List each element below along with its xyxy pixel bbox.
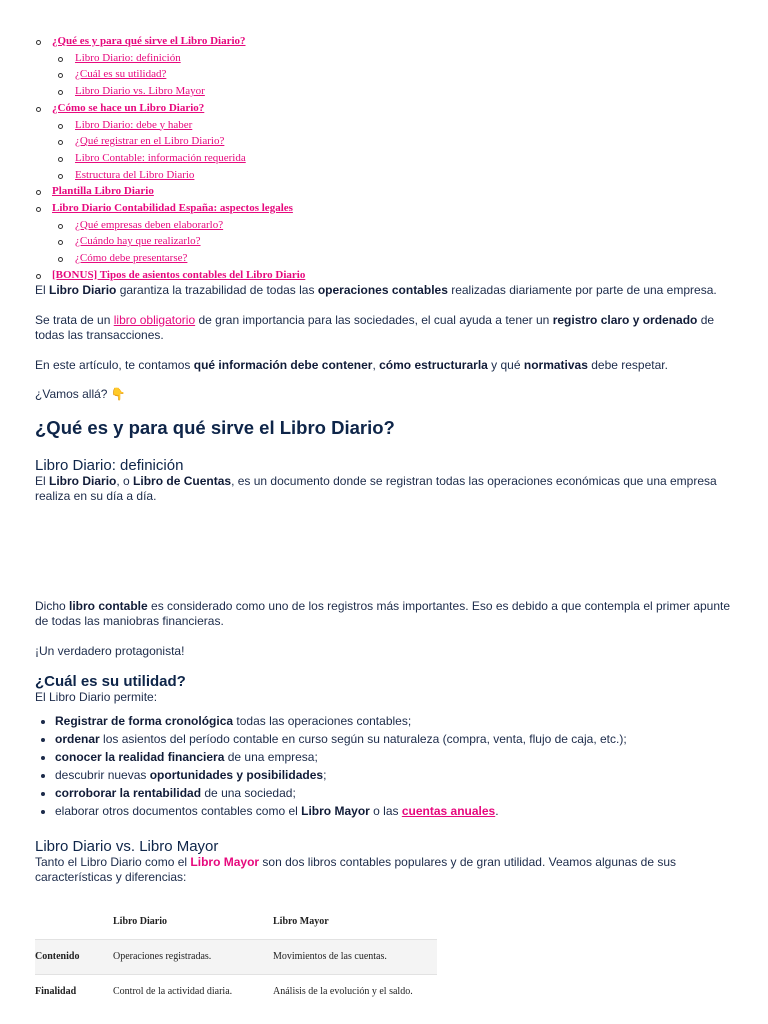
toc-sublink[interactable]: ¿Qué registrar en el Libro Diario? [75, 135, 225, 148]
toc-item[interactable] [36, 183, 756, 200]
toc-subitem[interactable] [36, 133, 756, 150]
bold-text: cómo estructurarla [379, 357, 488, 372]
list-item [55, 766, 735, 784]
table-header: Libro Mayor [273, 915, 329, 927]
subsection-heading: ¿Cuál es su utilidad? [35, 673, 186, 690]
toc-sublink[interactable]: ¿Cómo debe presentarse? [75, 252, 188, 265]
bold-text: ordenar [55, 731, 100, 746]
bold-text: Libro Mayor [301, 803, 370, 818]
toc-subitem[interactable] [36, 66, 756, 83]
intro-question: ¿Vamos allá? 👇 [35, 387, 126, 401]
bold-text: libro contable [69, 598, 148, 613]
section-heading: ¿Qué es y para qué sirve el Libro Diario? [35, 416, 395, 438]
table-cell: Análisis de la evolución y el saldo. [273, 974, 437, 1008]
contable-paragraph [35, 599, 735, 630]
list-item [55, 802, 735, 820]
toc-sublink[interactable]: Estructura del Libro Diario [75, 168, 195, 181]
text: es considerado como uno de los registros más importantes. Eso es debido a que contempla el primer apunte de todas las maniobras financieras. [35, 598, 731, 628]
toc-subitem[interactable] [36, 217, 756, 234]
text: , o [116, 473, 134, 488]
text: El [35, 473, 50, 488]
list-item [55, 748, 735, 766]
toc-subitem[interactable] [36, 83, 756, 100]
bold-text: registro claro y ordenado [552, 312, 698, 327]
libro-mayor-highlight: Libro Mayor [190, 854, 260, 869]
text: todas las operaciones contables; [233, 713, 412, 728]
toc-link[interactable]: Plantilla Libro Diario [52, 185, 154, 198]
toc-subitem[interactable] [36, 117, 756, 134]
toc-sublink[interactable]: Libro Contable: información requerida [75, 151, 246, 164]
toc-subitem[interactable] [36, 50, 756, 67]
table-row [35, 974, 437, 1008]
bold-text: Libro Diario [49, 473, 117, 488]
text: Tanto el Libro Diario como el [35, 854, 191, 869]
libro-obligatorio-link[interactable]: libro obligatorio [113, 312, 196, 327]
bold-text: Libro Diario [49, 283, 117, 297]
text: de una empresa; [224, 749, 318, 764]
bold-text: corroborar la rentabilidad [55, 785, 202, 800]
bold-text: Registrar de forma cronológica [55, 713, 234, 728]
toc-subitem[interactable] [36, 233, 756, 250]
toc-link[interactable]: [BONUS] Tipos de asientos contables del Libro Diario [52, 268, 306, 281]
table-cell: Control de la actividad diaria. [113, 974, 273, 1008]
cuentas-anuales-link[interactable]: cuentas anuales [401, 803, 496, 818]
intro-paragraph [35, 313, 735, 344]
subsection-heading: Libro Diario vs. Libro Mayor [35, 837, 219, 855]
table-cell: Operaciones registradas. [113, 940, 273, 975]
definition-paragraph [35, 474, 735, 505]
text: garantiza la trazabilidad de todas las [116, 283, 318, 297]
text: de una sociedad; [201, 785, 296, 800]
toc-item[interactable] [36, 267, 756, 284]
text: En este artículo, te contamos [35, 357, 194, 372]
toc-link[interactable]: ¿Cómo se hace un Libro Diario? [52, 101, 205, 114]
text: , [372, 357, 380, 372]
text: Se trata de un [35, 312, 114, 327]
text: los asientos del período contable en curso según su naturaleza (compra, venta, flujo de caja, etc.); [99, 731, 627, 746]
image-placeholder [35, 519, 735, 599]
text: de todas las transacciones. [35, 312, 715, 342]
intro-paragraph [35, 283, 735, 299]
table-of-contents [36, 33, 756, 284]
toc-sublink[interactable]: ¿Cuándo hay que realizarlo? [75, 235, 201, 248]
toc-subitem[interactable] [36, 150, 756, 167]
toc-subitem[interactable] [36, 250, 756, 267]
text: descubrir nuevas [55, 767, 150, 782]
text: . [495, 803, 499, 818]
table-header [35, 904, 113, 940]
list-item [55, 712, 735, 730]
toc-sublink[interactable]: ¿Cuál es su utilidad? [75, 68, 167, 81]
toc-sublink[interactable]: Libro Diario vs. Libro Mayor [75, 85, 205, 98]
text: y qué [487, 357, 524, 372]
subsection-heading: Libro Diario: definición [35, 456, 184, 474]
text: El [35, 283, 50, 297]
article-body [35, 283, 735, 1008]
intro-paragraph [35, 358, 735, 374]
list-item [55, 784, 735, 802]
table-header: Libro Diario [113, 915, 167, 927]
toc-item[interactable] [36, 33, 756, 50]
bold-text: conocer la realidad financiera [55, 749, 225, 764]
utility-list [35, 712, 735, 820]
table-cell: Movimientos de las cuentas. [273, 940, 437, 975]
toc-item[interactable] [36, 200, 756, 217]
bold-text: normativas [523, 357, 588, 372]
text: o las [369, 803, 402, 818]
table-cell: Finalidad [35, 974, 113, 1008]
toc-sublink[interactable]: Libro Diario: debe y haber [75, 118, 193, 131]
toc-link[interactable]: Libro Diario Contabilidad España: aspectos legales [52, 202, 293, 215]
bold-text: operaciones contables [317, 283, 448, 297]
toc-link[interactable]: ¿Qué es y para qué sirve el Libro Diario? [52, 35, 246, 47]
comparison-paragraph [35, 855, 735, 886]
table-cell: Contenido [35, 940, 113, 975]
toc-sublink[interactable]: Libro Diario: definición [75, 51, 181, 64]
text: elaborar otros documentos contables como el [55, 803, 302, 818]
text: debe respetar. [587, 357, 668, 372]
text: ; [323, 767, 327, 782]
text: realizadas diariamente por parte de una empresa. [447, 283, 717, 297]
toc-item[interactable] [36, 100, 756, 117]
comparison-table [35, 904, 437, 1009]
bold-text: qué información debe contener [193, 357, 373, 372]
toc-subitem[interactable] [36, 167, 756, 184]
utility-intro: El Libro Diario permite: [35, 690, 158, 704]
text: de gran importancia para las sociedades, el cual ayuda a tener un [195, 312, 553, 327]
table-row [35, 940, 437, 975]
toc-list [36, 33, 756, 284]
toc-sublink[interactable]: ¿Qué empresas deben elaborarlo? [75, 218, 224, 231]
text: son dos libros contables populares y de gran utilidad. Veamos algunas de sus características y diferencias: [35, 854, 677, 884]
protagonist-paragraph: ¡Un verdadero protagonista! [35, 643, 185, 658]
list-item [55, 730, 735, 748]
table-header-row [35, 904, 437, 940]
text: Dicho [35, 598, 70, 613]
text: , es un documento donde se registran todas las operaciones económicas que una empresa realiza en su día a día. [35, 473, 717, 503]
bold-text: Libro de Cuentas [133, 473, 232, 488]
bold-text: oportunidades y posibilidades [149, 767, 324, 782]
